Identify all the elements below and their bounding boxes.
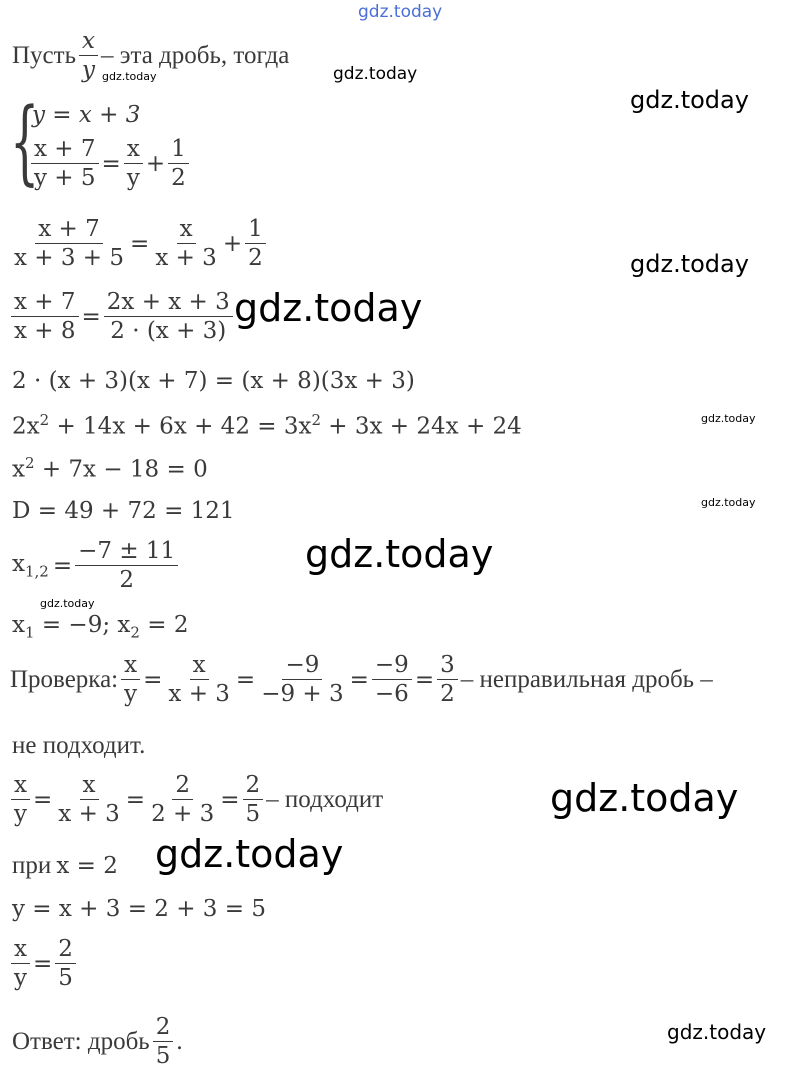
watermark-top: gdz.today <box>358 2 443 22</box>
roots-frac <box>75 538 178 593</box>
watermark: gdz.today <box>701 496 756 509</box>
equals: = <box>349 666 369 693</box>
fraction-num: x <box>11 772 30 800</box>
intro-let: Пусть <box>12 41 76 69</box>
fraction-den: y <box>81 57 95 83</box>
check2-frac3 <box>148 772 217 827</box>
final-frac2 <box>55 936 76 991</box>
roots-values: $x_1 = -9$; $x_2 = 2$ <box>12 612 189 642</box>
y-line: y = x + 3 = 2 + 3 = 5 <box>12 896 266 922</box>
plus: + <box>145 150 166 177</box>
fraction-num: 2 <box>55 936 76 964</box>
check2-frac1 <box>11 772 30 827</box>
step1-frac2 <box>152 216 220 271</box>
step2-frac1 <box>11 289 79 344</box>
answer-label: Ответ: дробь <box>12 1027 150 1055</box>
fraction-den: y <box>124 681 138 707</box>
watermark: gdz.today <box>630 250 749 278</box>
plus: + <box>222 230 243 257</box>
fraction-num: x + 7 <box>35 216 103 244</box>
check-line-2 <box>8 772 383 827</box>
fraction-den: 5 <box>245 801 261 827</box>
roots-var: $x_{1,2}$ <box>12 550 49 581</box>
equals: = <box>33 950 53 977</box>
watermark: gdz.today <box>102 70 157 83</box>
fraction-den: y <box>14 801 27 827</box>
fraction-den: 2 <box>440 681 455 707</box>
fraction-den: y <box>126 165 140 191</box>
equals: = <box>125 786 146 813</box>
check2-tail: – подходит <box>266 785 384 813</box>
fraction-num: x <box>11 936 30 964</box>
equals: = <box>33 786 53 813</box>
watermark: gdz.today <box>701 412 756 425</box>
intro-line <box>12 28 289 83</box>
check2-frac4 <box>243 772 264 827</box>
fraction-den: −9 + 3 <box>261 681 344 707</box>
watermark: gdz.today <box>155 832 344 876</box>
fraction-num: −7 ± 11 <box>75 538 178 566</box>
equals: = <box>81 303 101 330</box>
fraction-den: y + 5 <box>34 165 96 191</box>
fraction-num: x <box>177 216 196 244</box>
final-equation <box>8 936 79 991</box>
final-frac1 <box>11 936 30 991</box>
fraction-num: x + 7 <box>11 289 79 317</box>
answer-frac <box>153 1014 174 1069</box>
watermark: gdz.today <box>333 64 418 84</box>
line-expand: 2 · (x + 3)(x + 7) = (x + 8)(3x + 3) <box>12 368 415 394</box>
watermark: gdz.today <box>40 597 95 610</box>
fraction-den: 2 <box>171 165 186 191</box>
system-brace: { <box>10 88 40 195</box>
intro-rest: – эта дробь, тогда <box>100 41 290 69</box>
fraction-num: x <box>190 652 209 680</box>
fraction-num: 3 <box>437 652 458 680</box>
fraction-den: x + 3 <box>155 245 217 271</box>
fraction-den: 5 <box>155 1043 171 1069</box>
check-frac1 <box>121 652 140 707</box>
equals: = <box>220 786 240 813</box>
step1-frac3 <box>245 216 266 271</box>
equals: = <box>414 666 435 693</box>
step2-frac2 <box>104 289 233 344</box>
equals: = <box>52 552 73 579</box>
fraction-num: −9 <box>372 652 412 680</box>
fraction-num: 2x + x + 3 <box>104 289 233 317</box>
check-line <box>10 652 713 707</box>
fraction-num: 1 <box>168 136 189 164</box>
system-eq2 <box>28 136 192 191</box>
check2-frac2 <box>55 772 123 827</box>
fraction-num: 2 <box>153 1014 174 1042</box>
check-not-fit: не подходит. <box>12 732 146 759</box>
equals: = <box>235 666 256 693</box>
check-frac3 <box>258 652 346 707</box>
fraction-num: −9 <box>282 652 322 680</box>
check-frac5 <box>437 652 458 707</box>
fraction-num: 2 <box>243 772 264 800</box>
check-frac4 <box>372 652 412 707</box>
fraction-num: x + 7 <box>31 136 99 164</box>
watermark: gdz.today <box>550 776 739 820</box>
fraction-num: x <box>124 136 143 164</box>
fraction-den: x + 3 <box>168 681 230 707</box>
fraction-den: 2 <box>119 567 134 593</box>
fraction-den: x + 8 <box>14 318 76 344</box>
watermark: gdz.today <box>305 532 494 576</box>
fraction-den: x + 3 <box>58 801 120 827</box>
watermark: gdz.today <box>234 286 423 330</box>
fraction-den: 5 <box>58 965 73 991</box>
system-frac3 <box>168 136 189 191</box>
answer-dot: . <box>176 1027 183 1055</box>
line-quadratic: $x^2 + 7x - 18 = 0$ <box>12 454 208 483</box>
check-tail: – неправильная дробь – <box>460 665 713 693</box>
fraction-den: 2 <box>248 245 263 271</box>
fraction-den: 2 · (x + 3) <box>110 318 227 344</box>
when-line: при x = 2 <box>12 852 118 879</box>
watermark: gdz.today <box>630 86 749 114</box>
line-quadratic-raw: $2x^2 + 14x + 6x + 42 = 3x^2 + 3x + 24x + 24$ <box>12 411 522 440</box>
roots-formula <box>12 538 181 593</box>
equals: = <box>143 666 163 693</box>
fraction-num: x <box>80 772 99 800</box>
equals: = <box>101 150 121 177</box>
watermark: gdz.today <box>667 1020 767 1044</box>
step1-frac1 <box>11 216 127 271</box>
system-eq1: y = x + 3 <box>32 102 141 128</box>
step1-equation <box>8 216 269 271</box>
step2-equation <box>8 289 236 344</box>
check-frac2 <box>165 652 233 707</box>
system-frac2 <box>124 136 143 191</box>
check-label: Проверка: <box>10 665 119 693</box>
fraction-num: x <box>79 28 98 56</box>
fraction-den: −6 <box>374 681 409 707</box>
fraction-den: x + 3 + 5 <box>14 245 125 271</box>
answer-line <box>12 1014 183 1069</box>
line-discriminant: D = 49 + 72 = 121 <box>12 498 235 524</box>
equals: = <box>130 230 150 257</box>
fraction-num: 2 <box>172 772 193 800</box>
fraction-num: 1 <box>245 216 266 244</box>
fraction-num: x <box>121 652 140 680</box>
fraction-den: y <box>14 965 27 991</box>
system-frac1 <box>31 136 99 191</box>
fraction-den: 2 + 3 <box>151 801 215 827</box>
intro-fraction <box>79 28 98 83</box>
